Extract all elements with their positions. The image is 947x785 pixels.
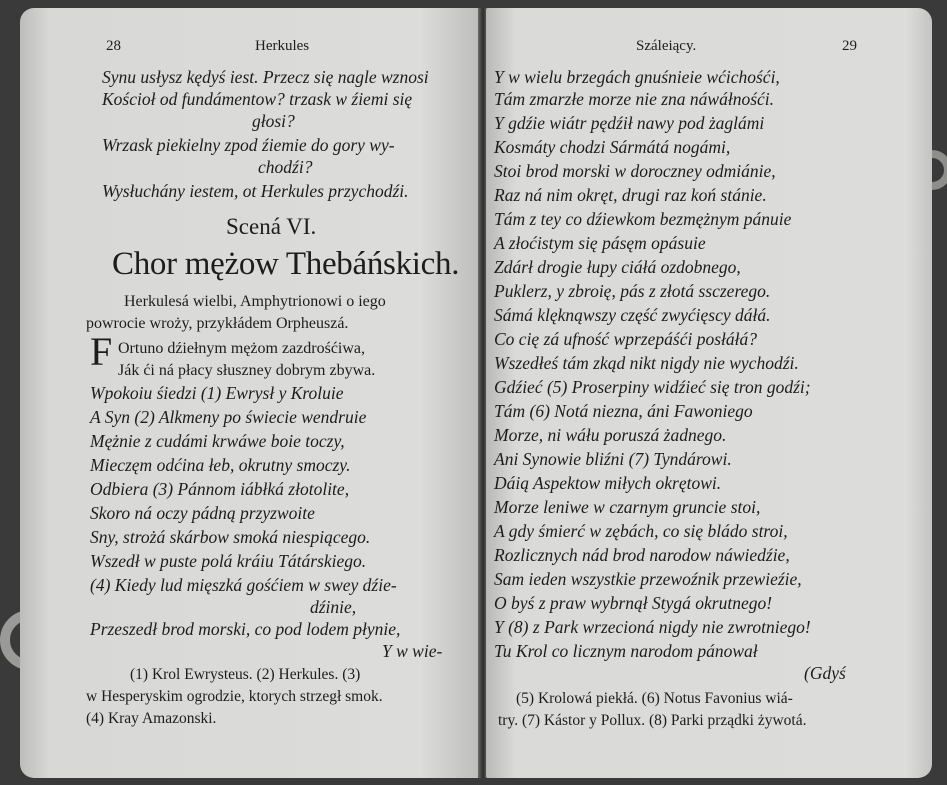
verse-line: Sny, strożá skárbow smoká niespiącego. <box>90 527 371 547</box>
verse-line: Odbiera (3) Pánnom iábłká złotolite, <box>90 479 350 499</box>
footnote-line: try. (7) Kástor y Pollux. (8) Parki prządki żywotá. <box>498 712 807 729</box>
verse-line: Y (8) z Park wrzecioná nigdy nie zwrotniego! <box>494 617 811 637</box>
argument-line: powrocie wroży, przykłádem Orpheuszá. <box>86 315 349 332</box>
verse-line: Przeszedł brod morski, co pod lodem płynie, <box>90 619 401 639</box>
verse-line: Morze leniwe w czarnym gruncie stoi, <box>494 497 761 517</box>
verse-line: O byś z praw wybrnął Stygá okrutnego! <box>494 593 773 613</box>
verse-line: Sam ieden wszystkie przewoźnik przewieźie, <box>494 569 802 589</box>
verse-line: Wrzask piekielny zpod źiemie do gory wy- <box>102 135 395 155</box>
verse-line: A złoćistym się pásęm opásuie <box>494 233 706 253</box>
verse-line: Sámá klęknąwszy część zwyćięscy dáłá. <box>494 305 771 325</box>
verse-line: Morze, ni wáłu poruszá żadnego. <box>494 425 727 445</box>
verse-line: Tám zmarzłe morze nie zna náwáłnośći. <box>494 89 775 109</box>
running-head-right: Száleiący. <box>636 38 697 54</box>
verse-line: A gdy śmierć w zębách, co się bládo stroi, <box>494 521 788 541</box>
verse-line: Tu Krol co licznym narodom pánował <box>494 641 758 661</box>
verse-line: Y w wielu brzegách gnuśnieie wćichośći, <box>494 67 780 87</box>
right-page <box>486 8 932 778</box>
verse-line: Dáią Aspektow miłych okrętowi. <box>494 473 722 493</box>
running-head-left: Herkules <box>255 38 310 54</box>
footnote-line: (5) Krolowá piekłá. (6) Notus Favonius wiá- <box>516 690 793 707</box>
footnote-line: w Hesperyskim ogrodzie, ktorych strzegł smok. <box>86 688 383 705</box>
verse-line: Ortuno dźiełnym mężom zazdrośćiwa, <box>118 340 366 357</box>
chorus-title: Chor mężow Thebáńskich. <box>112 246 460 282</box>
verse-line: Ani Synowie bliźni (7) Tyndárowi. <box>494 449 732 469</box>
drop-initial: F <box>90 329 113 374</box>
scene-title: Scená VI. <box>226 214 317 239</box>
left-page <box>20 8 482 778</box>
verse-line: Tám z tey co dźiewkom bezmężnym pánuie <box>494 209 792 229</box>
footnote-line: (1) Krol Ewrysteus. (2) Herkules. (3) <box>130 666 361 683</box>
verse-line: chodźi? <box>258 157 313 177</box>
verse-line: Kosmáty chodzi Sármátá nogámi, <box>494 137 731 157</box>
verse-line: Zdárł drogie łupy ciáłá ozdobnego, <box>494 257 741 277</box>
verse-line: (4) Kiedy lud mięszká gośćiem w swey dźie- <box>90 575 397 595</box>
verse-line: Mieczęm odćina łeb, okrutny smoczy. <box>90 455 351 475</box>
verse-line: Mężnie z cudámi krwáwe boie toczy, <box>90 431 345 451</box>
page-number-right: 29 <box>842 38 857 54</box>
verse-line: Tám (6) Notá niezna, áni Fawoniego <box>494 401 753 421</box>
footnote-line: (4) Kray Amazonski. <box>86 710 217 727</box>
verse-line: Stoi brod morski w doroczney odmiánie, <box>494 161 776 181</box>
verse-line: Wszedł w puste polá kráiu Tátárskiego. <box>90 551 367 571</box>
verse-line: A Syn (2) Alkmeny po świecie wendruie <box>90 407 367 427</box>
verse-line: Ják ći ná płacy słuszney dobrym zbywa. <box>118 362 376 379</box>
verse-line: głosi? <box>252 111 295 131</box>
verse-line: Wysłuchány iestem, ot Herkules przychodźi. <box>102 181 409 201</box>
verse-line: Kościoł od fundámentow? trzask w źiemi się <box>102 89 413 109</box>
verse-line: Raz ná nim okręt, drugi raz koń stánie. <box>494 185 767 205</box>
verse-line: Rozlicznych nád brod narodow náwiedźie, <box>494 545 790 565</box>
verse-line: Wszedłeś tám zkąd nikt nigdy nie wychodźi. <box>494 353 799 373</box>
verse-line: dźinie, <box>310 597 357 617</box>
verse-line: Synu usłysz kędyś iest. Przecz się nagle wznosi <box>102 67 429 87</box>
page-number-left: 28 <box>106 38 121 54</box>
verse-line: Skoro ná oczy pádną przyzwoite <box>90 503 315 523</box>
catchword-left: Y w wie- <box>382 641 443 661</box>
verse-line: Y gdźie wiátr pędźił nawy pod żaglámi <box>494 113 765 133</box>
verse-line: Wpokoiu śiedzi (1) Ewrysł y Kroluie <box>90 383 344 403</box>
argument-line: Herkulesá wielbi, Amphytrionowi o iego <box>124 293 386 310</box>
verse-line: Puklerz, y zbroię, pás z złotá ssczerego. <box>494 281 771 301</box>
verse-line: Gdźieć (5) Proserpiny widźieć się tron godźi; <box>494 377 811 397</box>
catchword-right: (Gdyś <box>804 663 846 683</box>
verse-line: Co cię zá ufność wprzepáśći posłáłá? <box>494 329 757 349</box>
